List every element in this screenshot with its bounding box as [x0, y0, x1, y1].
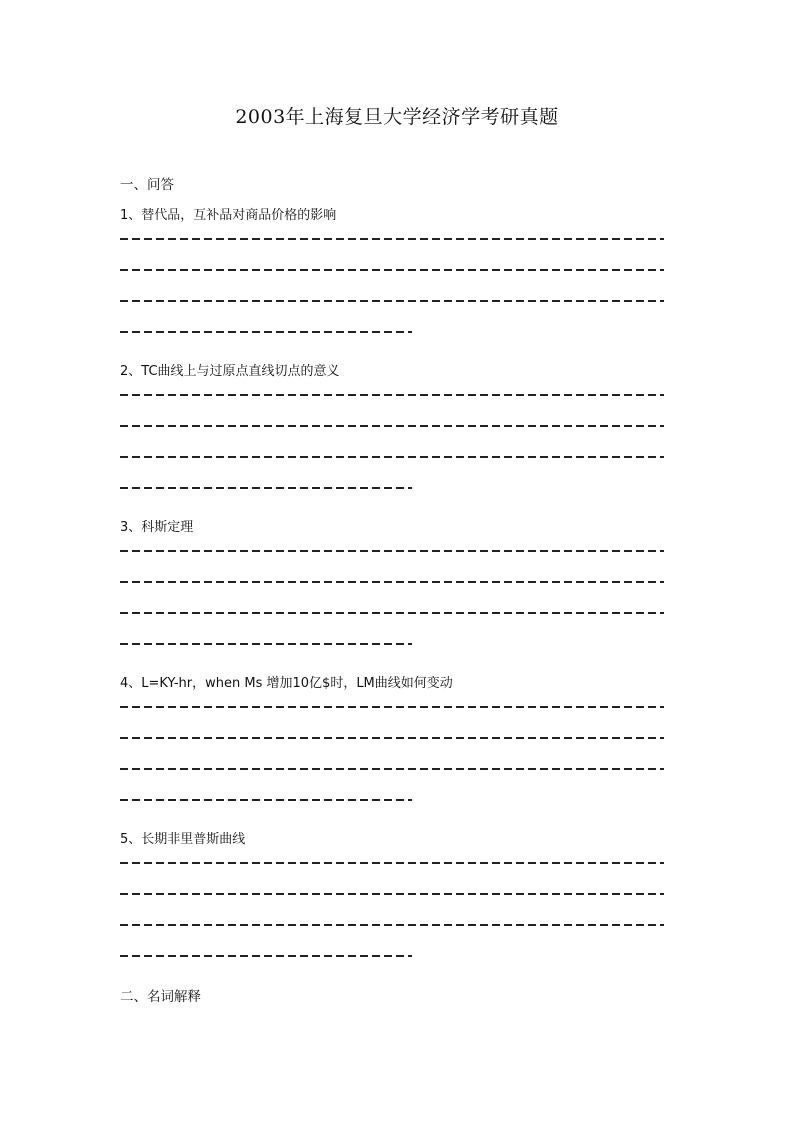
answer-lines	[120, 706, 680, 801]
answer-line	[120, 425, 664, 427]
answer-lines	[120, 862, 680, 957]
document-title: 2003年上海复旦大学经济学考研真题	[235, 106, 559, 128]
answer-line	[120, 955, 412, 957]
question-text: 5、长期非里普斯曲线	[120, 832, 246, 847]
answer-line	[120, 768, 664, 770]
answer-line	[120, 394, 664, 396]
question-text: 4、L=KY-hr，when Ms 增加10亿$时，LM曲线如何变动	[120, 676, 453, 691]
answer-line	[120, 612, 664, 614]
question-block	[120, 207, 680, 362]
answer-line	[120, 238, 664, 240]
question-block	[120, 831, 680, 986]
question-block	[120, 675, 680, 830]
answer-line	[120, 550, 664, 552]
answer-line	[120, 300, 664, 302]
answer-line	[120, 706, 664, 708]
question-text: 1、替代品，互补品对商品价格的影响	[120, 208, 337, 223]
question-block	[120, 519, 680, 674]
question-block	[120, 363, 680, 518]
section-heading-qa: 一、问答	[120, 177, 174, 193]
answer-line	[120, 737, 664, 739]
answer-lines	[120, 238, 680, 333]
section-heading-terms: 二、名词解释	[120, 989, 201, 1005]
answer-line	[120, 456, 664, 458]
answer-lines	[120, 550, 680, 645]
answer-line	[120, 799, 412, 801]
answer-line	[120, 581, 664, 583]
answer-lines	[120, 394, 680, 489]
answer-line	[120, 643, 412, 645]
answer-line	[120, 331, 412, 333]
answer-line	[120, 487, 412, 489]
question-text: 3、科斯定理	[120, 520, 194, 535]
answer-line	[120, 893, 664, 895]
answer-line	[120, 269, 664, 271]
question-text: 2、TC曲线上与过原点直线切点的意义	[120, 364, 340, 379]
answer-line	[120, 862, 664, 864]
answer-line	[120, 924, 664, 926]
